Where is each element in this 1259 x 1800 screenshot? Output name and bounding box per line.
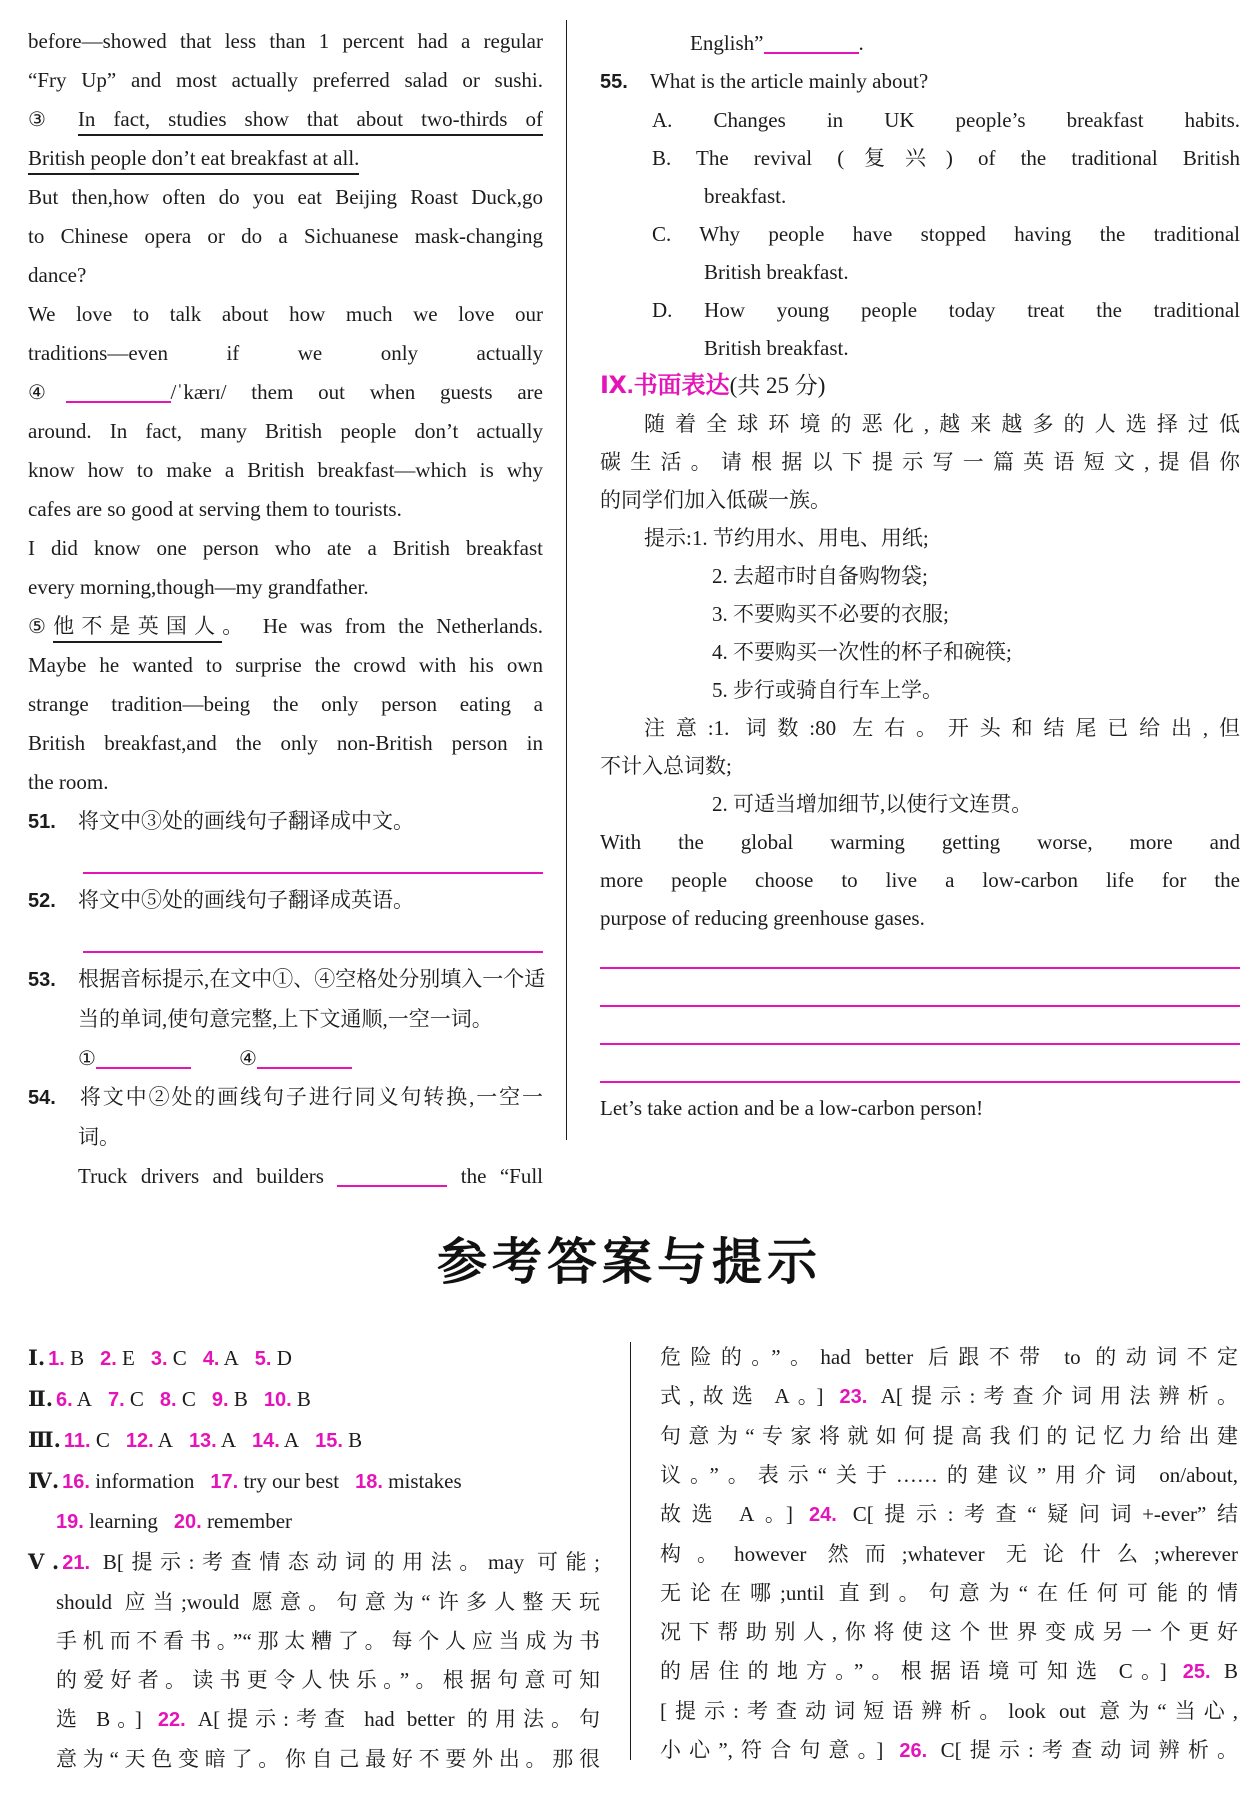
text-segment: 碳生活。请根据以下提示写一篇英语短文,提倡你 xyxy=(600,450,1240,474)
text-segment: ④ xyxy=(28,380,66,404)
text-line xyxy=(600,139,1240,177)
text-segment: D. How young people today treat the traditional xyxy=(652,298,1240,322)
text-segment: 5. 步行或骑自行车上学。 xyxy=(712,678,943,702)
text-segment: 句意为“专家将就如何提高我们的记忆力给出建 xyxy=(660,1424,1238,1448)
text-segment: Ⅰ. xyxy=(28,1345,46,1370)
text-line xyxy=(28,256,543,295)
text-segment: 故选 A。] xyxy=(660,1502,794,1526)
text-segment: 22. xyxy=(157,1709,186,1731)
text-segment: remember xyxy=(201,1509,293,1533)
text-segment: ④ xyxy=(238,1046,257,1070)
text-segment: Ⅴ. xyxy=(28,1549,60,1574)
text-segment: 53. xyxy=(28,969,56,991)
text-segment: /ˈkærɪ/ them out when guests are xyxy=(170,380,543,404)
text-segment: 3. 不要购买不必要的衣服; xyxy=(712,602,949,626)
text-segment: 将文中②处的画线句子进行同义句转换,一空一 xyxy=(78,1085,543,1109)
text-segment: 不计入总词数; xyxy=(600,754,732,778)
text-segment: 小心”,符合句意。] xyxy=(660,1738,884,1762)
text-segment: [提示:考查动词短语辨析。look out 意为“当心, xyxy=(660,1699,1238,1723)
text-line xyxy=(28,724,543,763)
text-line xyxy=(600,823,1240,861)
text-segment: C. Why people have stopped having the traditional xyxy=(652,222,1240,246)
text-line xyxy=(28,217,543,256)
text-segment: 危险的。”。had better 后跟不带 to 的动词不定 xyxy=(660,1345,1238,1369)
text-segment: 15. xyxy=(315,1430,343,1452)
text-line xyxy=(28,1661,600,1700)
text-segment: Ⅳ. xyxy=(28,1468,60,1493)
text-line xyxy=(600,177,1240,215)
text-segment: 17. xyxy=(210,1471,239,1493)
text-segment: 52. xyxy=(28,890,56,912)
text-segment: B[提示:考查情态动词的用法。may 可能; xyxy=(90,1550,600,1574)
text-segment: 提示:1. 节约用水、用电、用纸; xyxy=(644,526,929,550)
text-line xyxy=(28,178,543,217)
text-line xyxy=(28,295,543,334)
text-segment: 55. xyxy=(600,71,628,93)
text-line xyxy=(28,763,543,802)
text-segment: strange tradition—being the only person eating a xyxy=(28,692,543,716)
text-segment: 24. xyxy=(809,1504,837,1526)
text-segment: 4. xyxy=(202,1348,220,1370)
text-segment: B xyxy=(228,1387,248,1411)
text-line xyxy=(600,24,1240,62)
answer-blank-line xyxy=(600,1051,1240,1089)
text-segment: 4. 不要购买一次性的杯子和碗筷; xyxy=(712,640,1012,664)
text-line xyxy=(600,861,1240,899)
text-line xyxy=(600,557,1240,595)
text-segment: 词。 xyxy=(78,1125,120,1149)
text-segment: 无论在哪;until 直到。句意为“在任何可能的情 xyxy=(660,1581,1238,1605)
text-line xyxy=(660,1417,1238,1456)
text-segment: 20. xyxy=(173,1511,202,1533)
text-segment: 12. xyxy=(125,1430,154,1452)
text-line xyxy=(600,709,1240,747)
text-segment: British breakfast. xyxy=(704,336,849,360)
text-line xyxy=(28,646,543,685)
magenta-rule xyxy=(83,842,543,874)
text-segment: learning xyxy=(83,1509,158,1533)
text-segment: 7. xyxy=(107,1389,125,1411)
text-segment: 根据音标提示,在文中①、④空格处分别填入一个适 xyxy=(78,967,546,991)
text-line xyxy=(660,1535,1238,1574)
text-segment: the “Full xyxy=(447,1164,543,1188)
text-line xyxy=(28,1000,543,1039)
text-line xyxy=(600,291,1240,329)
text-line xyxy=(28,1118,543,1157)
text-segment: try our best xyxy=(238,1469,340,1493)
text-line xyxy=(660,1692,1238,1731)
text-line xyxy=(28,1338,600,1379)
text-segment: B. The revival (复兴) of the traditional British xyxy=(652,146,1240,170)
top-column-divider xyxy=(566,20,567,1140)
text-segment: 的居住的地方。”。根据语境可知选 C。] xyxy=(660,1659,1167,1683)
text-segment: ③ xyxy=(28,107,78,131)
text-segment: 选 B。] xyxy=(56,1707,142,1731)
text-segment: B xyxy=(1210,1659,1238,1683)
text-line xyxy=(28,1157,543,1196)
text-line xyxy=(600,329,1240,367)
text-segment: Ⅲ. xyxy=(28,1427,61,1452)
text-segment: 构。however 然而;whatever 无论什么;wherever xyxy=(660,1542,1238,1566)
text-line xyxy=(600,62,1240,101)
text-segment: 2. xyxy=(100,1348,117,1370)
text-segment: B xyxy=(342,1428,363,1452)
text-segment: 将文中③处的画线句子翻译成中文。 xyxy=(78,809,414,833)
text-segment: 意为“天色变暗了。你自己最好不要外出。那很 xyxy=(56,1747,600,1771)
text-segment: 14. xyxy=(252,1430,280,1452)
text-segment: 54. xyxy=(28,1087,56,1109)
text-line xyxy=(28,1420,600,1461)
text-line xyxy=(600,405,1240,443)
reading-questions-right-column xyxy=(600,24,1240,1127)
text-line xyxy=(28,802,543,842)
text-line xyxy=(28,685,543,724)
text-segment: 25. xyxy=(1182,1661,1211,1683)
text-segment: traditions—even if we only actually xyxy=(28,341,543,365)
text-segment: 8. xyxy=(159,1389,177,1411)
text-segment: English” xyxy=(690,31,764,55)
answer-blank-line xyxy=(600,975,1240,1013)
text-segment: A xyxy=(72,1387,92,1411)
fill-in-blank xyxy=(337,1167,447,1187)
text-segment: 况下帮助别人,你将使这个世界变成另一个更好 xyxy=(660,1620,1238,1644)
text-segment: I did know one person who ate a British breakfast xyxy=(28,536,543,560)
text-line xyxy=(28,22,543,61)
text-segment: C xyxy=(176,1387,196,1411)
text-segment: every morning,though—my grandfather. xyxy=(28,575,369,599)
text-segment: British people don’t eat breakfast at all. xyxy=(28,146,359,175)
fill-in-blank xyxy=(764,34,859,54)
text-line xyxy=(600,253,1240,291)
text-segment: 6. xyxy=(56,1389,73,1411)
text-segment: 26. xyxy=(899,1740,928,1762)
text-segment: 2. 可适当增加细节,以使行文连贯。 xyxy=(712,792,1033,816)
magenta-rule xyxy=(83,921,543,953)
text-segment: 将文中⑤处的画线句子翻译成英语。 xyxy=(78,888,414,912)
text-segment: 10. xyxy=(263,1389,292,1411)
text-segment: 他不是英国人 xyxy=(53,614,222,643)
text-segment: 51. xyxy=(28,811,56,833)
text-segment: 23. xyxy=(839,1386,868,1408)
text-segment: We love to talk about how much we love our xyxy=(28,302,543,326)
text-segment: 21. xyxy=(62,1552,91,1574)
text-segment: know how to make a British breakfast—which is why xyxy=(28,458,543,482)
text-line xyxy=(28,373,543,412)
text-segment: 9. xyxy=(211,1389,229,1411)
text-segment: A xyxy=(153,1428,173,1452)
text-line xyxy=(600,785,1240,823)
text-line xyxy=(28,61,543,100)
text-segment: Ⅱ. xyxy=(28,1386,54,1411)
text-line xyxy=(28,881,543,921)
text-line xyxy=(28,412,543,451)
text-segment: purpose of reducing greenhouse gases. xyxy=(600,906,925,930)
text-line xyxy=(28,568,543,607)
magenta-rule xyxy=(600,937,1240,969)
text-segment: before—showed that less than 1 percent had a regular xyxy=(28,29,543,53)
text-line xyxy=(28,960,546,1000)
text-line xyxy=(600,481,1240,519)
text-line xyxy=(28,529,543,568)
text-line xyxy=(600,443,1240,481)
magenta-rule xyxy=(600,1051,1240,1083)
text-segment: C xyxy=(167,1346,187,1370)
text-segment: Maybe he wanted to surprise the crowd with his own xyxy=(28,653,543,677)
text-line xyxy=(600,101,1240,139)
text-line xyxy=(600,633,1240,671)
text-segment: Let’s take action and be a low-carbon person! xyxy=(600,1096,984,1120)
text-segment: But then,how often do you eat Beijing Roast Duck,go xyxy=(28,185,543,209)
text-line xyxy=(660,1613,1238,1652)
text-segment: 议。”。表示“关于……的建议”用介词 on/about, xyxy=(660,1463,1238,1487)
text-line xyxy=(28,1700,600,1740)
text-line xyxy=(660,1338,1238,1377)
answer-blank-line xyxy=(28,842,543,881)
text-segment: 11. xyxy=(63,1430,91,1452)
text-segment: A xyxy=(216,1428,237,1452)
answers-right-column xyxy=(660,1338,1238,1771)
answers-column-divider xyxy=(630,1342,631,1760)
fill-in-blank xyxy=(96,1049,191,1069)
text-segment: 5. xyxy=(254,1348,272,1370)
magenta-rule xyxy=(600,1013,1240,1045)
text-segment: around. In fact, many British people don’t actually xyxy=(28,419,543,443)
text-segment: What is the article mainly about? xyxy=(650,69,929,93)
text-segment: “Fry Up” and most actually preferred salad or sushi. xyxy=(28,68,543,92)
text-segment: information xyxy=(89,1469,195,1493)
text-line xyxy=(28,334,543,373)
text-line xyxy=(600,1089,1240,1127)
text-segment: dance? xyxy=(28,263,87,287)
text-segment: B xyxy=(291,1387,311,1411)
text-line xyxy=(28,1502,600,1542)
answers-section-title: 参考答案与提示 xyxy=(437,1234,822,1290)
text-segment: ① xyxy=(78,1046,96,1070)
text-segment: 2. 去超市时自备购物袋; xyxy=(712,564,928,588)
text-segment: C[提示:考查动词辨析。 xyxy=(927,1738,1238,1762)
text-line xyxy=(660,1652,1238,1692)
text-line xyxy=(28,100,543,139)
text-segment: 19. xyxy=(56,1511,84,1533)
text-segment: A xyxy=(279,1428,300,1452)
text-line xyxy=(660,1495,1238,1535)
text-segment: A[提示:考查 had better 的用法。句 xyxy=(185,1707,601,1731)
text-segment: B xyxy=(64,1346,85,1370)
answer-blank-line xyxy=(600,1013,1240,1051)
text-line xyxy=(660,1456,1238,1495)
text-segment: British breakfast,and the only non-British person in xyxy=(28,731,543,755)
answers-left-column xyxy=(28,1338,600,1779)
text-segment: mistakes xyxy=(382,1469,462,1493)
text-segment: ⑤ xyxy=(28,614,54,638)
text-line xyxy=(28,139,543,178)
text-segment: 3. xyxy=(150,1348,168,1370)
text-segment: E xyxy=(116,1346,135,1370)
text-line xyxy=(600,367,1240,405)
text-line xyxy=(660,1731,1238,1771)
magenta-rule xyxy=(600,975,1240,1007)
text-segment: 的爱好者。读书更令人快乐。”。根据句意可知 xyxy=(56,1668,600,1692)
text-line xyxy=(28,1542,600,1583)
text-segment: Ⅸ.书面表达 xyxy=(600,372,730,399)
text-segment: A[提示:考查介词用法辨析。 xyxy=(867,1384,1238,1408)
text-segment: C xyxy=(90,1428,110,1452)
text-segment: 16. xyxy=(62,1471,90,1493)
text-line xyxy=(28,1622,600,1661)
text-segment: the room. xyxy=(28,770,109,794)
text-line xyxy=(600,747,1240,785)
text-segment: 当的单词,使句意完整,上下文通顺,一空一词。 xyxy=(78,1007,493,1031)
text-segment: 18. xyxy=(355,1471,383,1493)
text-line xyxy=(28,1461,600,1502)
text-segment: D xyxy=(271,1346,292,1370)
text-segment: . xyxy=(858,31,864,55)
text-segment: A xyxy=(219,1346,239,1370)
text-line xyxy=(28,607,543,646)
fill-in-blank xyxy=(257,1049,352,1069)
text-segment: 13. xyxy=(188,1430,217,1452)
text-segment: 手机而不看书。”“那太糟了。每个人应当成为书 xyxy=(56,1629,600,1653)
text-segment: C[提示:考查“疑问词+-ever”结 xyxy=(836,1502,1238,1526)
text-segment: more people choose to live a low-carbon life for the xyxy=(600,868,1240,892)
text-segment: 随着全球环境的恶化,越来越多的人选择过低 xyxy=(644,412,1240,436)
text-line xyxy=(28,490,543,529)
text-segment: British breakfast. xyxy=(704,260,849,284)
answer-blank-line xyxy=(28,921,543,960)
text-line xyxy=(600,899,1240,937)
text-line xyxy=(28,1379,600,1420)
text-segment: In fact, studies show that about two-thirds of xyxy=(78,107,543,136)
text-line xyxy=(28,1039,543,1078)
text-segment: 1. xyxy=(48,1348,65,1370)
reading-passage-left-column xyxy=(28,22,546,1196)
text-line xyxy=(660,1377,1238,1417)
text-line xyxy=(28,1740,600,1779)
text-line xyxy=(600,595,1240,633)
text-segment: Truck drivers and builders xyxy=(78,1164,338,1188)
text-line xyxy=(600,519,1240,557)
text-line xyxy=(28,451,543,490)
text-segment: (共 25 分) xyxy=(729,373,826,398)
text-line xyxy=(660,1574,1238,1613)
text-line xyxy=(600,215,1240,253)
text-segment: 式,故选 A。] xyxy=(660,1384,824,1408)
text-line xyxy=(28,1078,543,1118)
text-segment: should 应当;would 愿意。句意为“许多人整天玩 xyxy=(56,1590,600,1614)
fill-in-blank xyxy=(66,383,171,403)
text-segment: A. Changes in UK people’s breakfast habits. xyxy=(652,108,1240,132)
text-line xyxy=(600,671,1240,709)
text-segment: With the global warming getting worse, more and xyxy=(600,830,1240,854)
text-segment: 的同学们加入低碳一族。 xyxy=(600,488,831,512)
text-line xyxy=(28,1583,600,1622)
text-segment: to Chinese opera or do a Sichuanese mask-changing xyxy=(28,224,543,248)
text-segment: cafes are so good at serving them to tourists. xyxy=(28,497,402,521)
text-segment: C xyxy=(124,1387,144,1411)
text-segment: 。 He was from the Netherlands. xyxy=(222,614,543,638)
text-segment: 注意:1. 词数:80 左右。开头和结尾已给出,但 xyxy=(644,716,1240,740)
answer-blank-line xyxy=(600,937,1240,975)
text-segment: breakfast. xyxy=(704,184,787,208)
